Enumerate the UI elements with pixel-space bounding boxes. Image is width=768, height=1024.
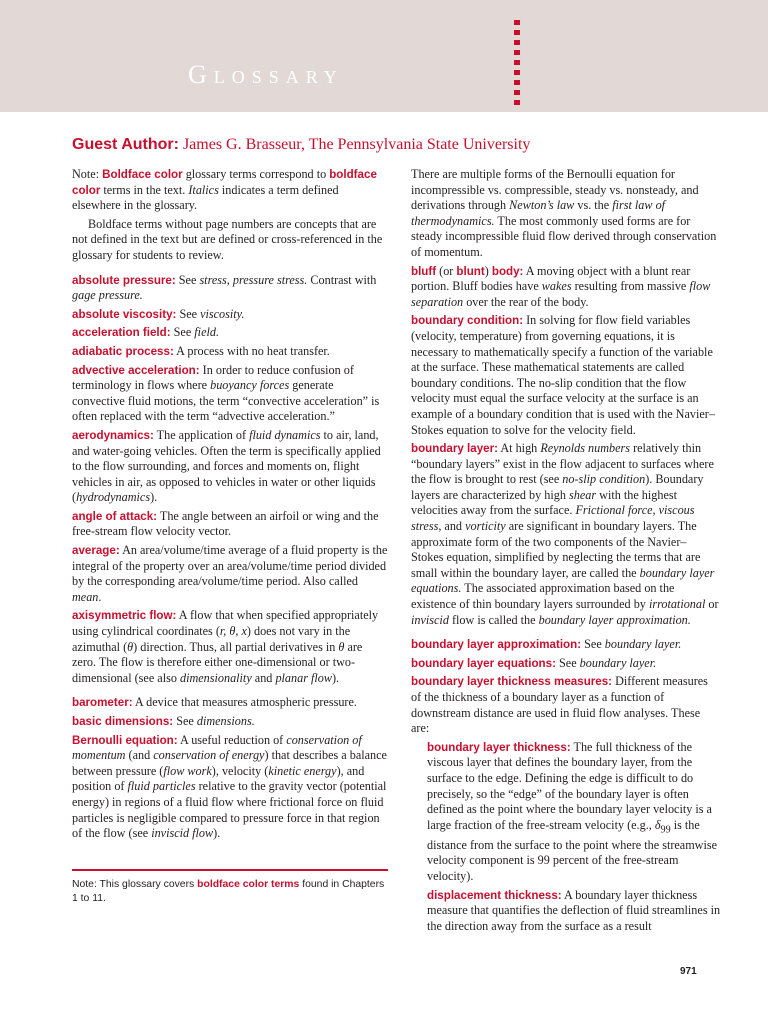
decorative-dash-strip [514, 20, 520, 108]
entry-bernoulli-continued: There are multiple forms of the Bernoulli equation for incompressible vs. compressible, steady vs. nonsteady, and derivations through Newton’s law vs. the first law of thermodynamics. The most commonly used forms are for steady incompressible fluid flow derived through conservation of momentum. [411, 167, 717, 259]
entry-boundary-condition: boundary condition: In solving for flow field variables (velocity, temperature) from governing equations, it is necessary to mathematically specify a function of the variable at the surface. These mathematical statements are called boundary conditions. The no-slip condition that the flow velocity must equal the surface velocity at the surface is an example of a boundary condition that is used with the Navier–Stokes equation to solve for the velocity field. [411, 313, 715, 437]
page-number: 971 [680, 966, 697, 977]
left-column [72, 167, 388, 845]
entry-boundary-layer: boundary layer: At high Reynolds numbers relatively thin “boundary layers” exist in the flow adjacent to surfaces where the flow is brought to rest (see no-slip condition). Boundary layers are characterized by high shear with the highest velocities away from the surface. Frictional force, viscous stress, and vorticity are significant in boundary layers. The approximate form of the two components of the Navier– Stokes equation, simplified by neglecting the terms that are small within the boundary layer, are called the boundary layer equations. The associated approximation based on the existence of thin boundary layers surrounded by irrotational or inviscid flow is called the boundary layer approximation. [411, 441, 719, 627]
entry-displacement-thickness: displacement thickness: A boundary layer thickness measure that quantifies the deflection of fluid streamlines in the direction away from the surface as a result [427, 887, 721, 933]
footnote-rule [72, 869, 388, 871]
intro-note-2: Boldface terms without page numbers are concepts that are not defined in the text but are defined or cross-referenced in the glossary for students to review. [72, 216, 383, 262]
footnote: Note: This glossary covers boldface color terms found in Chapters 1 to 11. [72, 879, 385, 904]
entry-barometer: barometer: A device that measures atmospheric pressure. [72, 695, 357, 710]
right-column [411, 167, 721, 937]
entry-basic-dimensions: basic dimensions: See dimensions. [72, 714, 255, 728]
header-banner [0, 0, 768, 112]
guest-author-name: James G. Brasseur, The Pennsylvania State University [182, 136, 531, 153]
guest-author-line [72, 136, 530, 154]
entry-acceleration-field: acceleration field: See field. [72, 325, 220, 340]
entry-boundary-layer-equations: boundary layer equations: See boundary layer. [411, 655, 657, 670]
entry-boundary-layer-approximation: boundary layer approximation: See boundary layer. [411, 637, 682, 652]
entry-bernoulli-equation: Bernoulli equation: A useful reduction of conservation of momentum (and conservation of energy) that describes a balance between pressure (flow work), velocity (kinetic energy), and position of fluid particles relative to the gravity vector (potential energy) in regions of a fluid flow where frictional force on fluid particles is negligible compared to pressure force in that region of the flow (see inviscid flow). [72, 732, 387, 841]
entry-adiabatic-process: adiabatic process: A process with no heat transfer. [72, 343, 330, 358]
entry-absolute-viscosity: absolute viscosity: See viscosity. [72, 306, 245, 321]
entry-bluff-body: bluff (or blunt) body: A moving object with a blunt rear portion. Bluff bodies have wakes resulting from massive flow separation over the rear of the body. [411, 263, 711, 309]
entry-axisymmetric-flow: axisymmetric flow: A flow that when specified appropriately using cylindrical coordinates (r, θ, x) does not vary in the azimuthal (θ) direction. Thus, all partial derivatives in θ are zero. The flow is therefore either one-dimensional or two-dimensional (see also dimensionality and planar flow). [72, 608, 379, 685]
entry-average: average: An area/volume/time average of a fluid property is the integral of the property over an area/volume/time period divided by the corresponding area/volume/time period. Also called mean. [72, 543, 388, 604]
entry-advective-acceleration: advective acceleration: In order to reduce confusion of terminology in flows where buoyancy forces generate convective fluid motions, the term “convective acceleration” is often replaced with the term “advective acceleration.” [72, 362, 380, 424]
page-title: Glossary [188, 60, 344, 89]
entry-absolute-pressure: absolute pressure: See stress, pressure stress. Contrast with gage pressure. [72, 272, 377, 303]
guest-author-label: Guest Author: [72, 136, 179, 153]
entry-boundary-layer-thickness-measures: boundary layer thickness measures: Different measures of the thickness of a boundary layer as a function of downstream distance are used in fluid flow analyses. These are: [411, 674, 708, 736]
entry-boundary-layer-thickness: boundary layer thickness: The full thickness of the viscous layer that defines the boundary layer, from the surface to the edge. Defining the edge is difficult to do precisely, so the “edge” of the boundary layer is often defined as the point where the boundary layer velocity is a large fraction of the free-stream velocity (e.g., $\delta_{99}$ is the distance from the surface to the point where the streamwise velocity component is 99 percent of the free-stream velocity). [427, 739, 718, 883]
entry-angle-of-attack: angle of attack: The angle between an airfoil or wing and the free-stream flow velocity vector. [72, 508, 379, 539]
entry-aerodynamics: aerodynamics: The application of fluid dynamics to air, land, and water-going vehicles. Often the term is specifically applied to the flow surrounding, and forces and moments on, flight vehicles in air, as opposed to vehicles in water or other liquids (hydrodynamics). [72, 427, 381, 505]
intro-note: Note: Boldface color glossary terms correspond to boldface color terms in the text. Italics indicates a term defined elsewhere in the glossary. [72, 167, 377, 213]
